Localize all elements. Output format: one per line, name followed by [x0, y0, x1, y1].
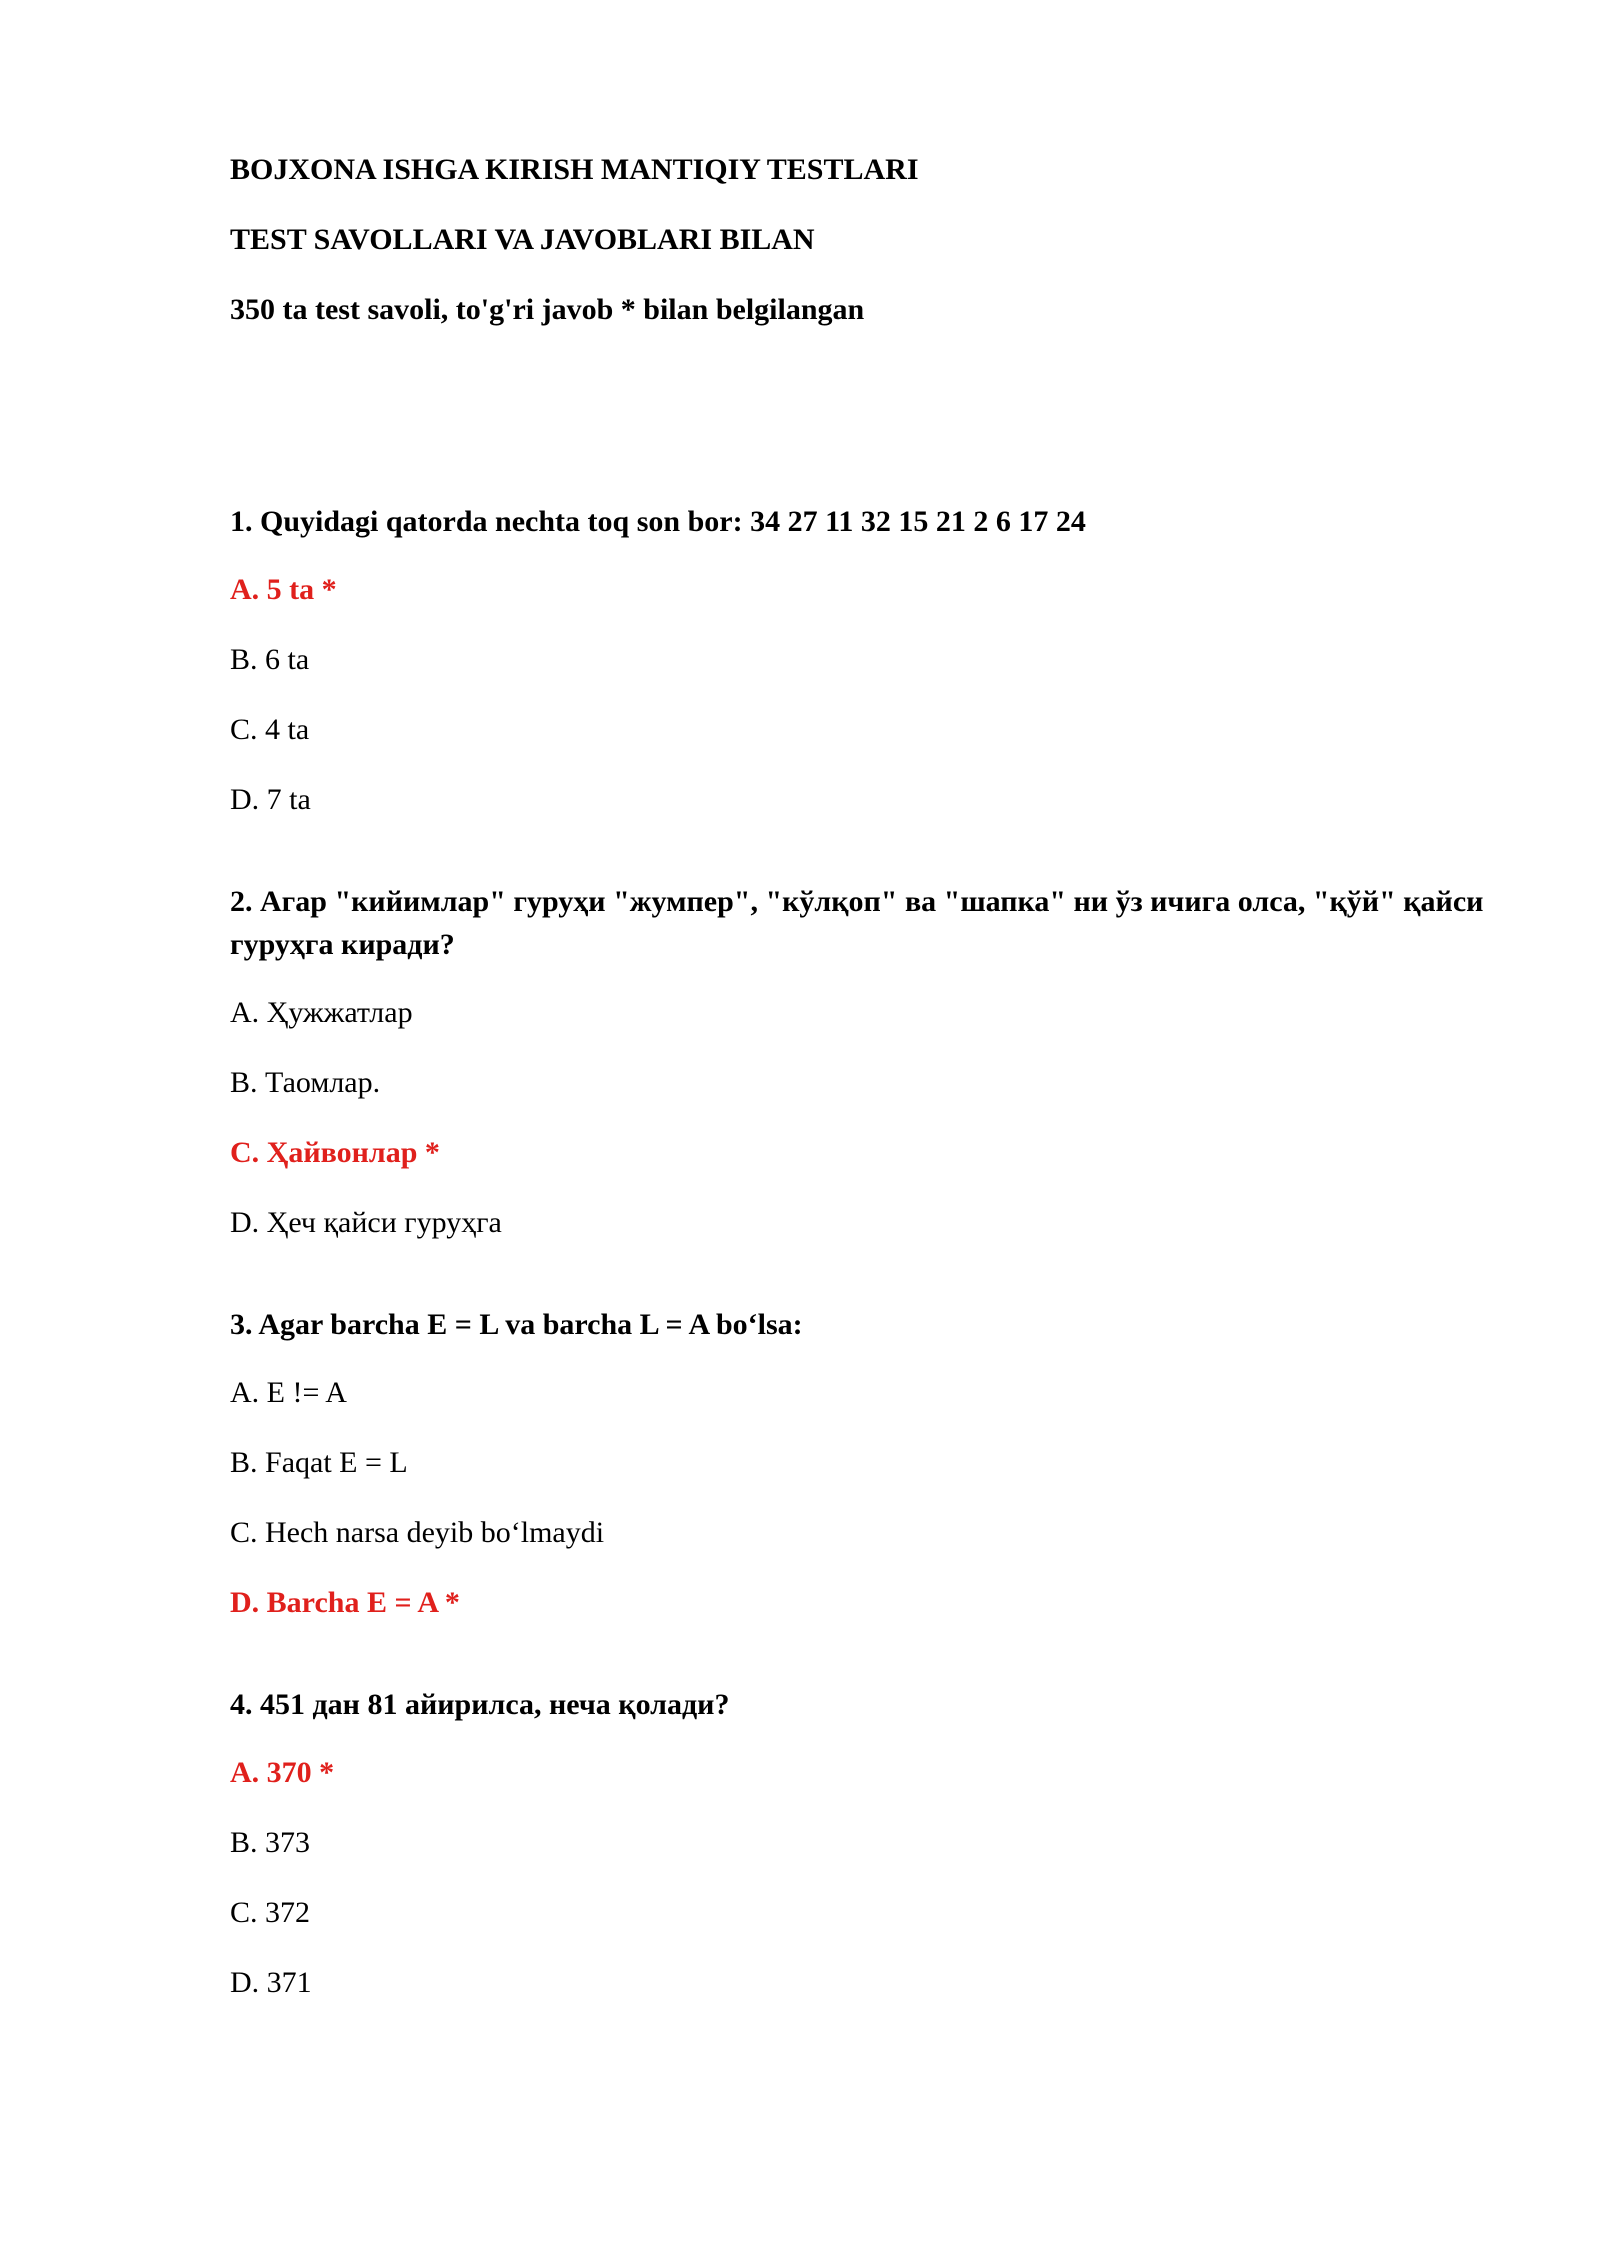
question-block [230, 500, 1530, 820]
question-text: 1. Quyidagi qatorda nechta toq son bor: 34 27 11 32 15 21 2 6 17 24 [230, 505, 1086, 538]
question-text: 4. 451 дан 81 айирилса, неча қолади? [230, 1688, 730, 1721]
question-text: 2. Агар "кийимлар" гуруҳи "жумпер", "кўлқоп" ва "шапка" ни ўз ичига олса, "қўй" қайси гуруҳга киради? [230, 885, 1484, 961]
question-list [230, 500, 1530, 2003]
document-page [230, 150, 1530, 2063]
answer-option: B. 6 ta [230, 643, 310, 676]
answer-option: B. Таомлар. [230, 1066, 381, 1099]
answer-option-correct: D. Barcha E = A * [230, 1586, 460, 1619]
answer-option: D. Ҳеч қайси гуруҳга [230, 1206, 502, 1239]
answer-option: A. E != A [230, 1376, 347, 1409]
answer-option: B. 373 [230, 1826, 311, 1859]
question-block [230, 880, 1530, 1243]
document-title: BOJXONA ISHGA KIRISH MANTIQIY TESTLARI [230, 153, 919, 186]
header-spacer [230, 360, 1530, 500]
answer-option: C. 372 [230, 1896, 311, 1929]
answer-option: B. Faqat E = L [230, 1446, 408, 1479]
question-text: 3. Agar barcha E = L va barcha L = A bo‘lsa: [230, 1308, 803, 1341]
answer-option: C. Hech narsa deyib bo‘lmaydi [230, 1516, 605, 1549]
answer-option: C. 4 ta [230, 713, 310, 746]
answer-option: D. 7 ta [230, 783, 311, 816]
answer-option-correct: A. 5 ta * [230, 573, 337, 606]
document-note: 350 ta test savoli, to'g'ri javob * bilan belgilangan [230, 293, 865, 326]
document-subtitle: TEST SAVOLLARI VA JAVOBLARI BILAN [230, 223, 815, 256]
question-block [230, 1683, 1530, 2003]
question-block [230, 1303, 1530, 1623]
answer-option-correct: C. Ҳайвонлар * [230, 1136, 440, 1169]
answer-option: A. Ҳужжатлар [230, 996, 413, 1029]
answer-option: D. 371 [230, 1966, 312, 1999]
answer-option-correct: A. 370 * [230, 1756, 335, 1789]
